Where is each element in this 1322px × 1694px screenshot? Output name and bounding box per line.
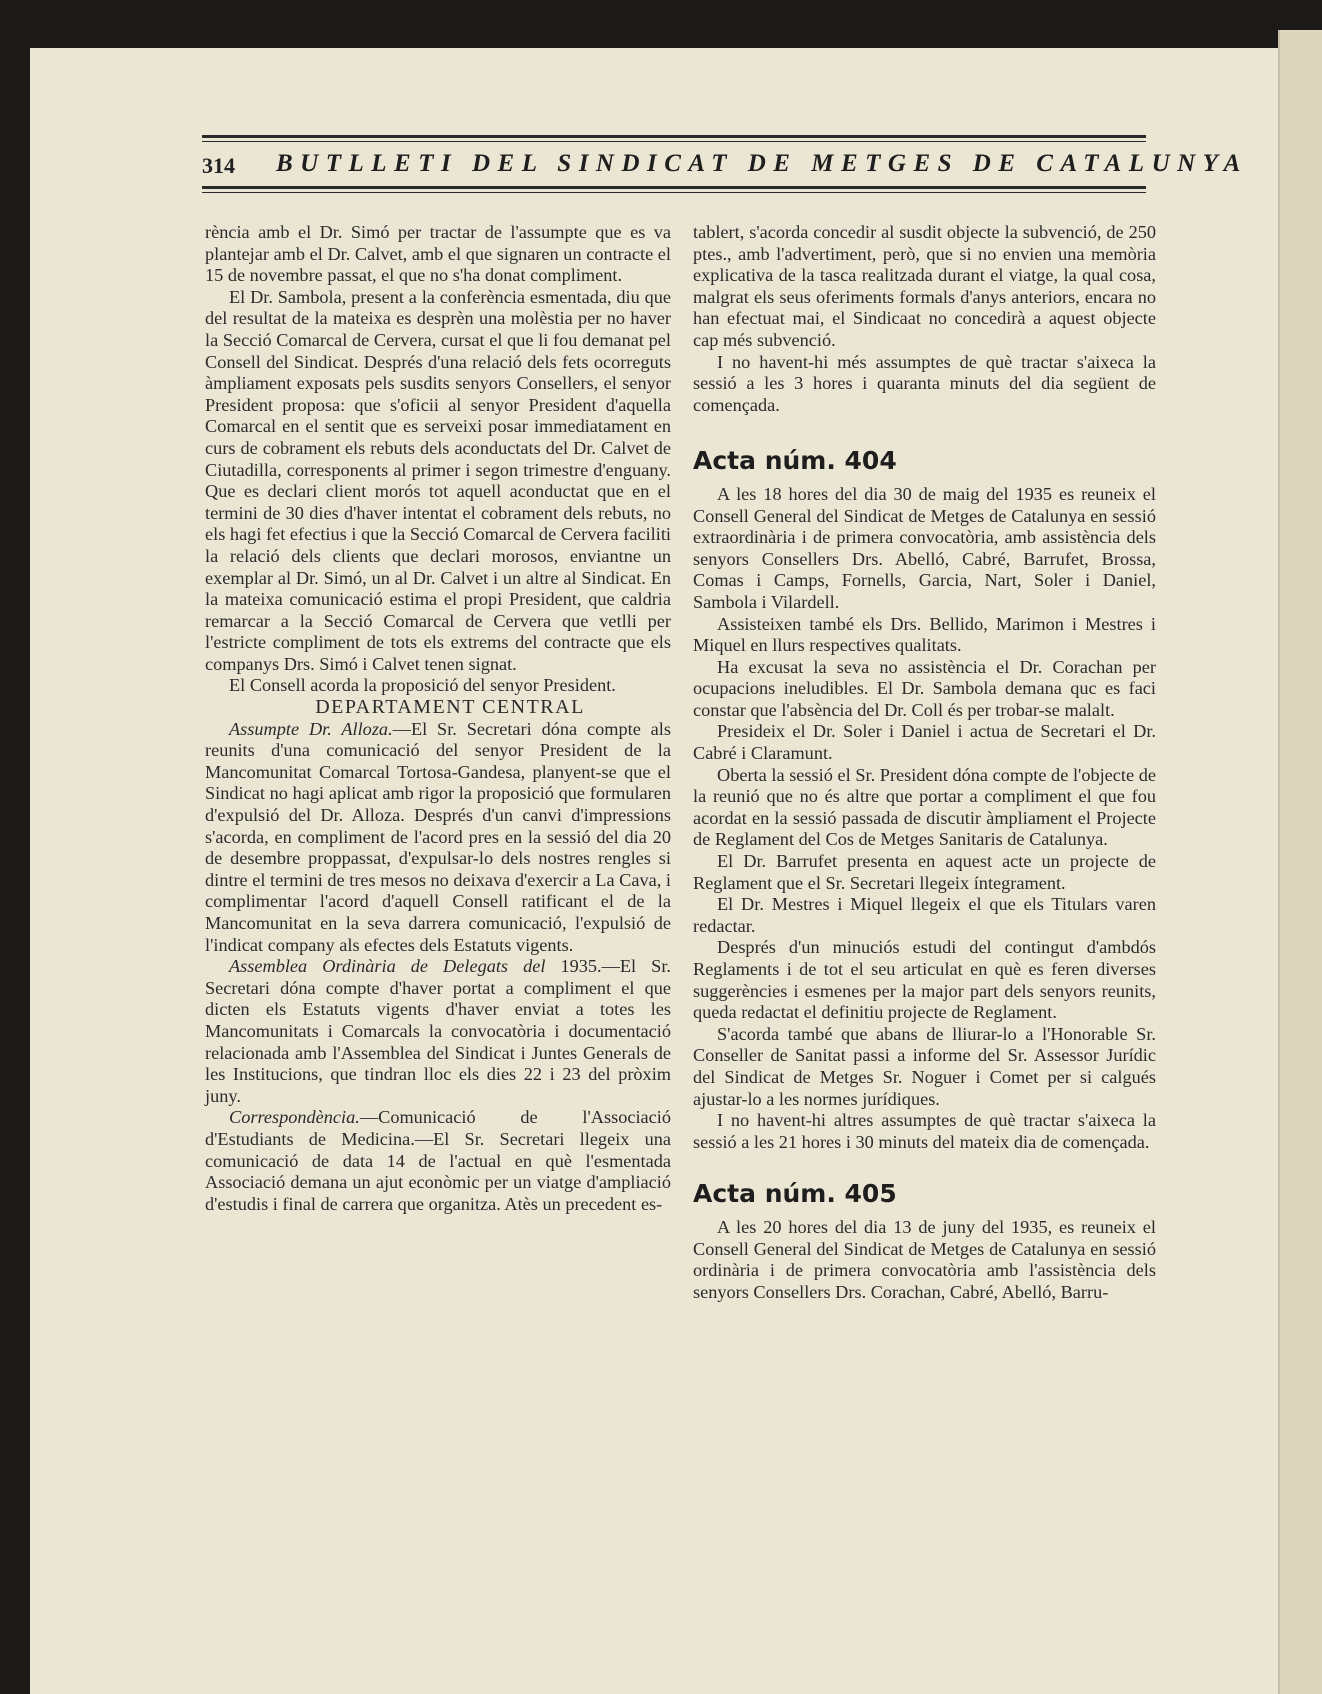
paragraph: tablert, s'acorda concedir al susdit objecte la subvenció, de 250 ptes., amb l'advertiment, però, que si no envien una memòria explicativa de la tasca realitzada durant el viatge, la qual cosa, malgrat els seus oferiments formals d'anys anteriors, encara no han efectuat mai, el Sindicaat no concedirà a aquest objecte cap més subvenció. [693, 222, 1156, 350]
running-header [202, 150, 1248, 184]
header-rule-bottom-thin [202, 192, 1146, 193]
paragraph: Ha excusat la seva no assistència el Dr. Corachan per ocupacions ineludibles. El Dr. Sambola demana quc es faci constar que l'absència del Dr. Coll és per trobar-se malalt. [693, 656, 1156, 720]
paragraph-body: —Comunicació de l'Associació d'Estudiants de Medicina.—El Sr. Secretari llegeix una comunicació de data 14 de l'actual en què l'esmentada Associació demana un ajut econòmic per un viatge d'ampliació d'estudis i final de carrera que organitza. Atès un precedent es- [205, 1107, 671, 1214]
left-column [205, 222, 671, 1215]
running-title: BUTLLETI DEL SINDICAT DE METGES DE CATALUNYA [276, 150, 1248, 177]
paragraph-title: Correspondència. [229, 1107, 360, 1128]
paragraph-body: 1935.—El Sr. Secretari dóna compte d'haver portat a compliment el que dicten els Estatuts vigents d'haver enviat a totes les Mancomunitats i Comarcals la convocatòria i documentació relacionada amb l'Assemblea del Sindicat i Juntes Generals de les Institucions, que tindran lloc els dies 22 i 23 del pròxim juny. [205, 956, 671, 1106]
paragraph: El Dr. Sambola, present a la conferència esmentada, diu que del resultat de la mateixa es desprèn una molèstia per no haver la Secció Comarcal de Cervera, cursat el que li fou demanat pel Consell del Sindicat. Després d'una relació dels fets ocorreguts àmpliament exposats pels susdits senyors Consellers, el senyor President proposa: que s'oficii al senyor President d'aquella Comarcal en el sentit que es serveixi posar immediatament en curs de cobrament els rebuts dels aconductats del Dr. Calvet de Ciutadilla, corresponents al primer i segon trimestre d'enguany. Que es declari client morós tot aquell aconductat que en el termini de 30 dies d'haver intentat el cobrament dels rebuts, no els hagi fet efectius i que la Secció Comarcal de Cervera faciliti la relació dels clients que declari morosos, enviantne un exemplar al Dr. Simó, un al Dr. Calvet i un altre al Sindicat. En la mateixa comunicació estima el propi President, que caldria remarcar a la Secció Comarcal de Cervera que vetlli per l'estricte compliment de tots els extrems del contracte que els companys Drs. Simó i Calvet tenen signat. [205, 286, 671, 674]
paragraph: S'acorda també que abans de lliurar-lo a l'Honorable Sr. Conseller de Sanitat passi a informe del Sr. Assessor Jurídic del Sindicat de Metges Sr. Noguer i Comet per si calgués ajustar-lo a les normes jurídiques. [693, 1023, 1156, 1109]
acta-404-heading: Acta núm. 404 [693, 446, 897, 476]
paragraph [205, 956, 671, 1107]
header-rule-bottom [202, 186, 1146, 189]
header-rule-top [202, 135, 1146, 138]
next-page-edge [1278, 30, 1322, 1694]
paragraph: Després d'un minuciós estudi del contingut d'ambdós Reglaments i de tot el seu articulat en què es feren diverses suggerències i esmenes per la major part dels senyors reunits, queda redactat el definitiu projecte de Reglament. [693, 937, 1156, 1023]
paragraph: I no havent-hi més assumptes de què tractar s'aixeca la sessió a les 3 hores i quaranta minuts del dia següent de començada. [693, 351, 1156, 415]
paragraph: Assisteixen també els Drs. Bellido, Marimon i Mestres i Miquel en llurs respectives qualitats. [693, 613, 1156, 656]
paragraph: Oberta la sessió el Sr. President dóna compte de l'objecte de la reunió que no és altre que portar a compliment el que fou acordat en la sessió passada de discutir àmpliament el Projecte de Reglament del Cos de Metges Sanitaris de Catalunya. [693, 764, 1156, 850]
paragraph: El Dr. Barrufet presenta en aquest acte un projecte de Reglament que el Sr. Secretari llegeix íntegrament. [693, 851, 1156, 893]
header-rule-top-thin [202, 141, 1146, 142]
paragraph: El Consell acorda la proposició del senyor President. [229, 675, 616, 696]
paragraph: El Dr. Mestres i Miquel llegeix el que els Titulars varen redactar. [693, 894, 1156, 936]
paragraph [205, 1107, 671, 1215]
paragraph: A les 18 hores del dia 30 de maig del 1935 es reuneix el Consell General del Sindicat de Metges de Catalunya en sessió extraordinària i de primera convocatòria, amb assistència dels senyors Consellers Drs. Abelló, Cabré, Barrufet, Brossa, Comas i Camps, Fornells, Garcia, Nart, Soler i Daniel, Sambola i Vilardell. [693, 483, 1156, 612]
paragraph-title: Assemblea Ordinària de Delegats del [229, 956, 546, 977]
paragraph: I no havent-hi altres assumptes de què tractar s'aixeca la sessió a les 21 hores i 30 minuts del mateix dia de començada. [693, 1110, 1156, 1152]
paragraph: rència amb el Dr. Simó per tractar de l'assumpte que es va plantejar amb el Dr. Calvet, amb el que signaren un contracte el 15 de novembre passat, el que no s'ha donat compliment. [205, 222, 671, 286]
paragraph: A les 20 hores del dia 13 de juny del 1935, es reuneix el Consell General del Sindicat de Metges de Catalunya en sessió ordinària i de primera convocatòria amb l'assistència dels senyors Consellers Drs. Corachan, Cabré, Abelló, Barru- [693, 1216, 1156, 1302]
page-number: 314 [202, 153, 235, 178]
acta-405-heading: Acta núm. 405 [693, 1179, 897, 1209]
right-column [693, 222, 1156, 1303]
paragraph-body: —El Sr. Secretari dóna compte als reunits d'una comunicació del senyor President de la Mancomunitat Comarcal Tortosa-Gandesa, planyent-se que el Sindicat no hagi aplicat amb rigor la proposició que formularen d'expulsió del Dr. Alloza. Després d'un canvi d'impressions s'acorda, en compliment de l'acord pres en la sessió del dia 20 de desembre proppassat, d'expulsar-lo dels nostres rengles si dintre el termini de tres mesos no deixava d'exercir a La Cava, i complimentar l'acord d'aquell Consell ratificant el de la Mancomunitat en la seva darrera comunicació, l'expulsió de l'indicat company als efectes dels Estatuts vigents. [205, 718, 671, 955]
paragraph [205, 719, 671, 957]
paragraph: Presideix el Dr. Soler i Daniel i actua de Secretari el Dr. Cabré i Claramunt. [693, 721, 1156, 764]
paragraph-title: Assumpte Dr. Alloza. [229, 718, 393, 739]
section-heading: DEPARTAMENT CENTRAL [315, 696, 585, 719]
